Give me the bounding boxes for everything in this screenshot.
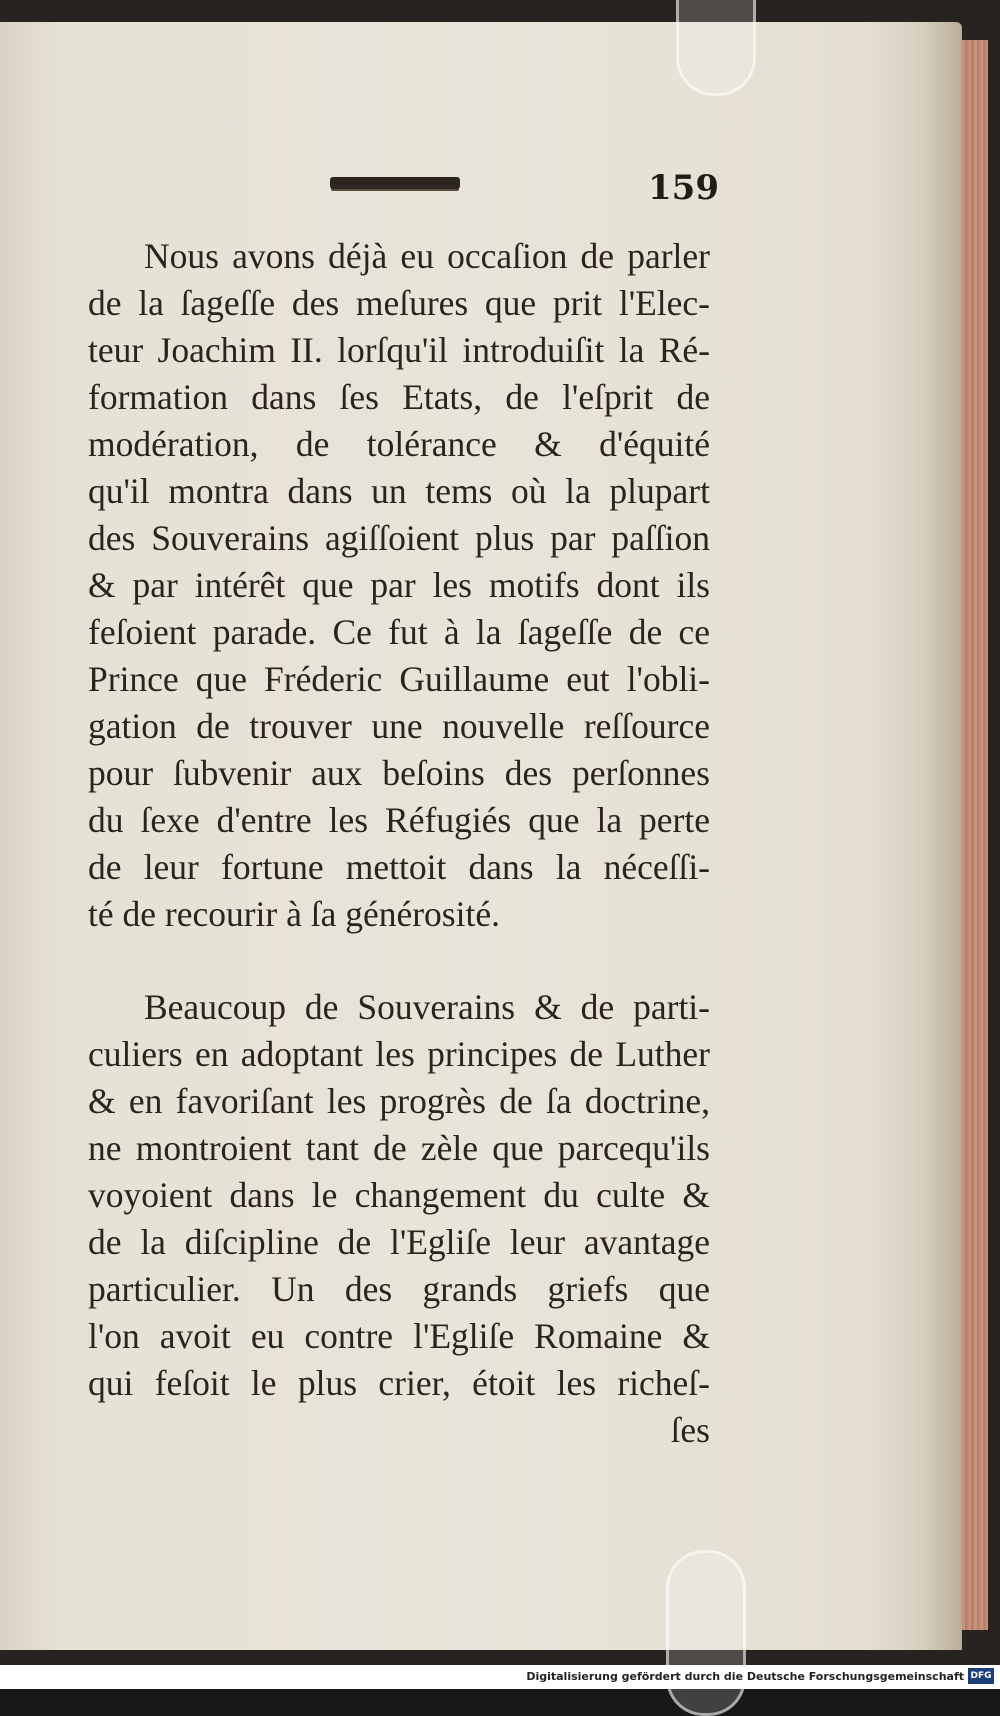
text-line: feſoient parade. Ce fut à la ſageſſe de ce (88, 612, 710, 652)
bottom-page-clip (666, 1550, 746, 1716)
text-line: té de recourir à ſa générosité. (88, 894, 500, 934)
text-line: modération, de tolérance & d'équité (88, 424, 710, 464)
header-ornament-rule (330, 177, 460, 189)
text-line: culiers en adoptant les principes de Luther (88, 1034, 710, 1074)
text-line: Prince que Fréderic Guillaume eut l'obli- (88, 659, 710, 699)
text-line: particulier. Un des grands griefs que (88, 1269, 710, 1309)
text-line: Beaucoup de Souverains & de parti- (144, 987, 710, 1027)
paragraph-2 (88, 984, 710, 1454)
text-line: ne montroient tant de zèle que parcequ'ils (88, 1128, 710, 1168)
text-line: teur Joachim II. lorſqu'il introduiſit la Ré- (88, 330, 710, 370)
dfg-logo: DFG (968, 1668, 994, 1684)
text-line: Nous avons déjà eu occaſion de parler (144, 236, 710, 276)
page-number: 159 (648, 168, 719, 208)
text-line: du ſexe d'entre les Réfugiés que la perte (88, 800, 710, 840)
text-line: formation dans ſes Etats, de l'eſprit de (88, 377, 710, 417)
text-line: qui feſoit le plus crier, étoit les richeſ- (88, 1363, 710, 1403)
text-line: qu'il montra dans un tems où la plupart (88, 471, 710, 511)
text-line: gation de trouver une nouvelle reſſource (88, 706, 710, 746)
funding-credit: Digitalisierung gefördert durch die Deutsche Forschungsgemeinschaft (526, 1670, 964, 1683)
text-line: de la ſageſſe des meſures que prit l'Elec- (88, 283, 710, 323)
paragraph-1 (88, 233, 710, 938)
top-page-clip (676, 0, 756, 96)
text-line: & par intérêt que par les motifs dont ils (88, 565, 710, 605)
text-line: pour ſubvenir aux beſoins des perſonnes (88, 753, 710, 793)
text-line: l'on avoit eu contre l'Egliſe Romaine & (88, 1316, 710, 1356)
text-line: de la diſcipline de l'Egliſe leur avantage (88, 1222, 710, 1262)
page-fore-edge (962, 40, 988, 1630)
text-line: des Souverains agiſſoient plus par paſſion (88, 518, 710, 558)
text-line: voyoient dans le changement du culte & (88, 1175, 710, 1215)
catchword: ſes (670, 1410, 710, 1450)
text-line: de leur fortune mettoit dans la néceſſi- (88, 847, 710, 887)
text-line: & en favoriſant les progrès de ſa doctrine, (88, 1081, 710, 1121)
